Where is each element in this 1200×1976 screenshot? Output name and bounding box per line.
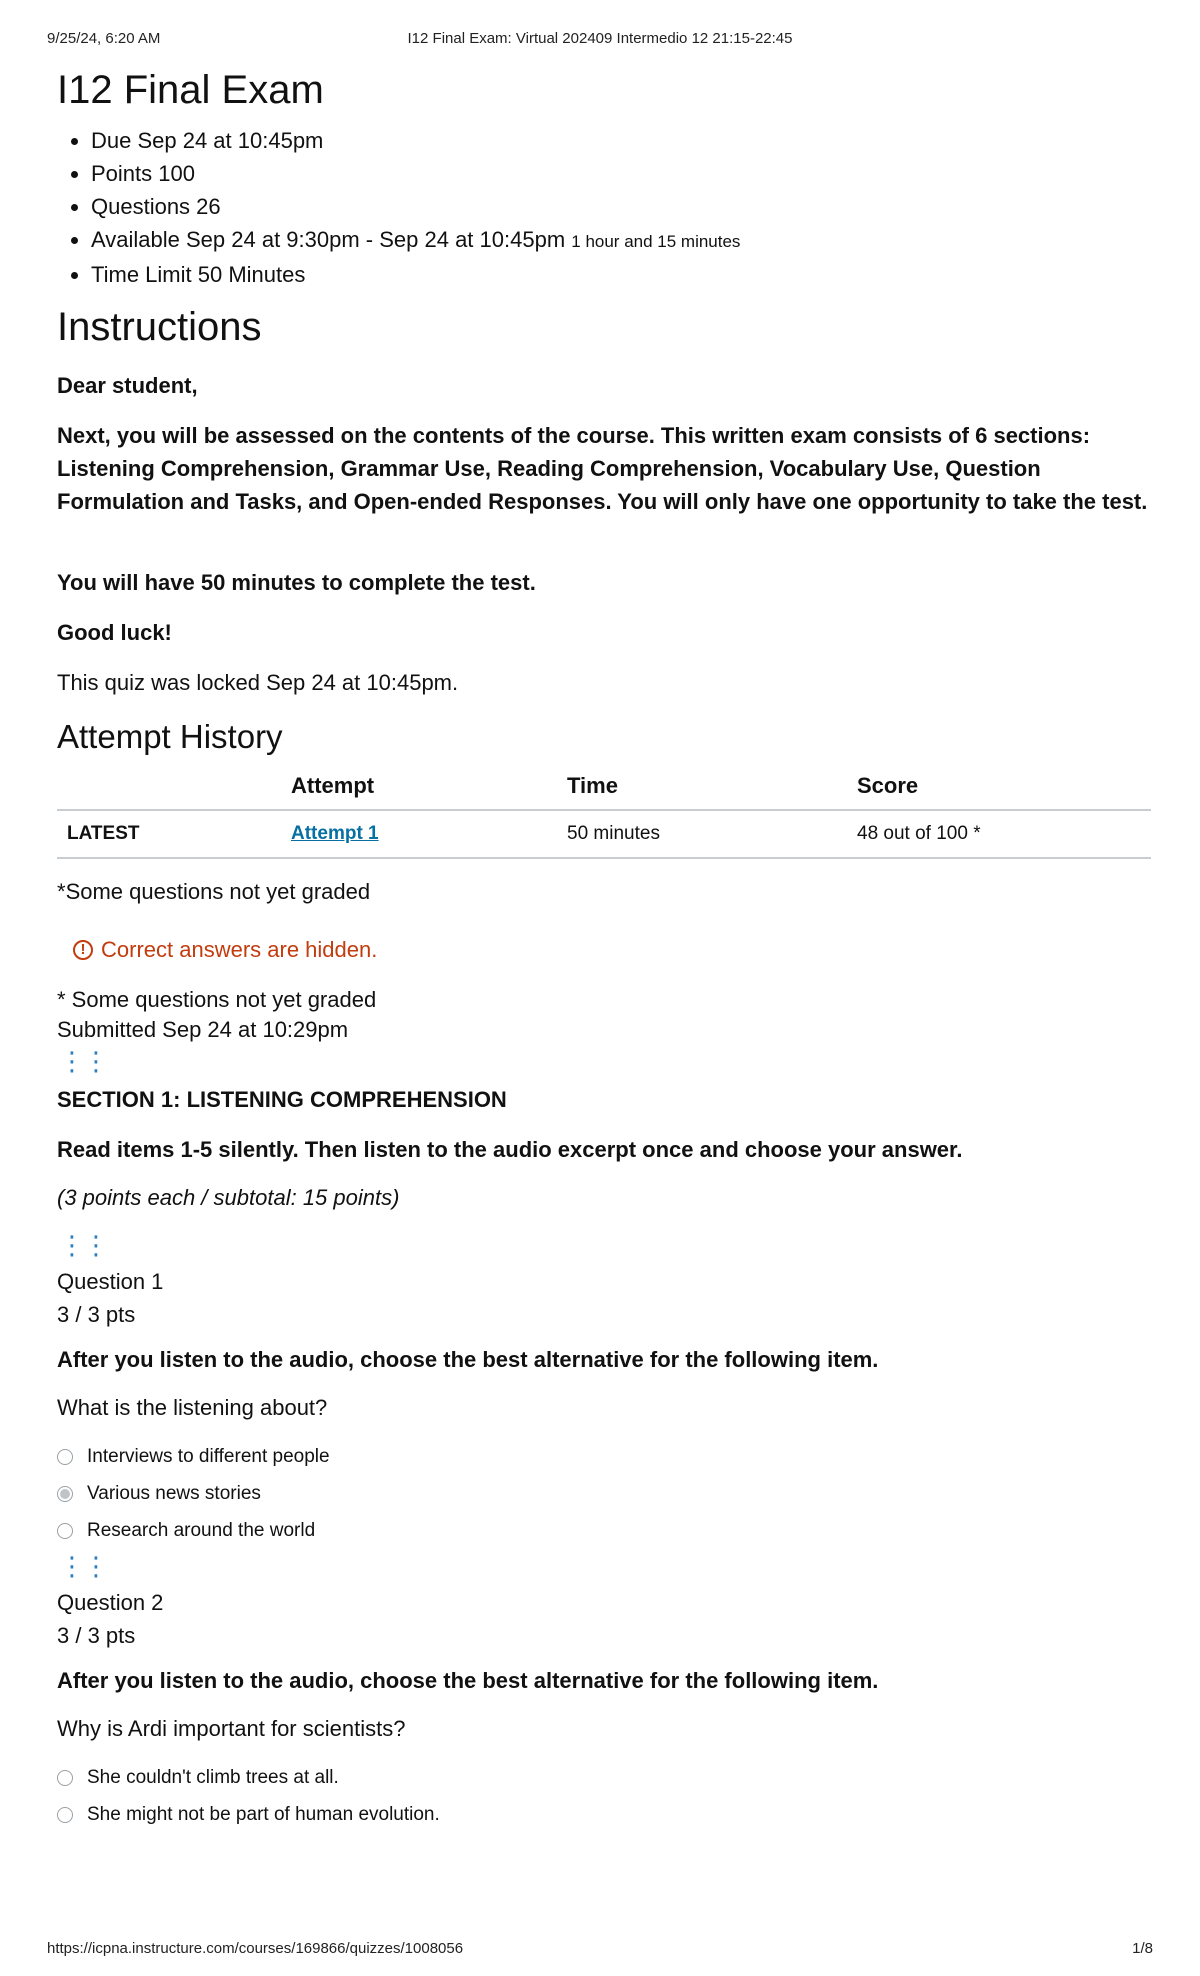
- quiz-details: [57, 124, 1151, 291]
- radio-button[interactable]: [57, 1807, 73, 1823]
- attempt-cell: [281, 810, 557, 858]
- detail-available-range: Available Sep 24 at 9:30pm - Sep 24 at 10:45pm: [91, 227, 566, 252]
- attempt-history-table: [57, 773, 1151, 859]
- question-2-label: Question 2: [57, 1589, 164, 1615]
- question-2-stem: After you listen to the audio, choose the best alternative for the following item.: [57, 1667, 879, 1693]
- question-1-label: Question 1: [57, 1268, 164, 1294]
- print-page-number: 1/8: [1132, 1940, 1153, 1957]
- instructions-greeting: Dear student,: [57, 373, 198, 398]
- detail-questions: • Questions 26: [91, 190, 1151, 223]
- attempt-status: LATEST: [57, 810, 281, 858]
- detail-time-limit: • Time Limit 50 Minutes: [91, 258, 1151, 291]
- col-status: [57, 773, 281, 810]
- answers-hidden-alert: [73, 937, 1151, 963]
- attempt-time: 50 minutes: [557, 810, 847, 858]
- quiz-locked-note: This quiz was locked Sep 24 at 10:45pm.: [57, 670, 459, 695]
- question-1-score: 3 / 3 pts: [57, 1301, 136, 1327]
- answer-text: She might not be part of human evolution.: [87, 1804, 440, 1826]
- quiz-content: [57, 66, 1151, 1836]
- col-score: Score: [847, 773, 1151, 810]
- attempt-footnote: *Some questions not yet graded: [57, 878, 371, 904]
- question-2-score: 3 / 3 pts: [57, 1622, 136, 1648]
- instructions-time-note: You will have 50 minutes to complete the test.: [57, 570, 536, 595]
- col-attempt: Attempt: [281, 773, 557, 810]
- table-row: [57, 810, 1151, 858]
- detail-points: • Points 100: [91, 157, 1151, 190]
- question-1: [57, 1265, 1151, 1550]
- section-1-title: SECTION 1: LISTENING COMPREHENSION: [57, 1086, 507, 1112]
- detail-available-duration: 1 hour and 15 minutes: [571, 232, 741, 251]
- drag-handle-icon[interactable]: ⋮⋮: [59, 1229, 107, 1260]
- radio-button-selected[interactable]: [57, 1486, 73, 1502]
- drag-handle-icon[interactable]: ⋮⋮: [59, 1045, 107, 1076]
- table-header-row: [57, 773, 1151, 810]
- answer-option[interactable]: [57, 1476, 1151, 1513]
- section-1-instruction: Read items 1-5 silently. Then listen to the audio excerpt once and choose your answer.: [57, 1136, 963, 1162]
- attempt-score: 48 out of 100 *: [847, 810, 1151, 858]
- attempt-1-link[interactable]: Attempt 1: [291, 822, 379, 844]
- print-page-title: I12 Final Exam: Virtual 202409 Intermedio 12 21:15-22:45: [407, 30, 793, 47]
- radio-button[interactable]: [57, 1449, 73, 1465]
- question-1-stem: After you listen to the audio, choose the best alternative for the following item.: [57, 1346, 879, 1372]
- answer-text: Interviews to different people: [87, 1446, 330, 1468]
- question-1-answers: [57, 1439, 1151, 1550]
- print-date: 9/25/24, 6:20 AM: [47, 30, 161, 47]
- instructions-body: [57, 369, 1151, 699]
- answer-text: She couldn't climb trees at all.: [87, 1767, 339, 1789]
- submitted-note: Submitted Sep 24 at 10:29pm: [57, 1016, 349, 1042]
- detail-due: • Due Sep 24 at 10:45pm: [91, 124, 1151, 157]
- attempt-footnote-text: Some questions not yet graded: [65, 878, 371, 904]
- instructions-text: Next, you will be assessed on the contents of the course. This written exam consists of 6 sections: Listening Comprehension, Grammar Use, Reading Comprehension, Vocabulary Use, Question Formulation and Tasks, and Open-ended Responses. You will only have one opportunity to take the test.: [57, 423, 1148, 514]
- not-graded-note: * Some questions not yet graded: [57, 986, 377, 1012]
- instructions-good-luck: Good luck!: [57, 620, 172, 645]
- detail-available: [91, 223, 1151, 258]
- answers-hidden-text: Correct answers are hidden.: [101, 936, 378, 962]
- answer-option[interactable]: [57, 1760, 1151, 1797]
- answer-option[interactable]: [57, 1439, 1151, 1476]
- print-header: [47, 30, 1153, 50]
- question-2: [57, 1586, 1151, 1834]
- radio-button[interactable]: [57, 1770, 73, 1786]
- print-url: https://icpna.instructure.com/courses/169866/quizzes/1008056: [47, 1940, 464, 1957]
- question-1-prompt: What is the listening about?: [57, 1394, 328, 1420]
- warning-icon: !: [73, 940, 93, 960]
- question-2-answers: [57, 1760, 1151, 1834]
- quiz-title: I12 Final Exam: [57, 68, 324, 112]
- attempt-history-heading: Attempt History: [57, 718, 283, 755]
- answer-text: Various news stories: [87, 1483, 261, 1505]
- section-1-points-note: (3 points each / subtotal: 15 points): [57, 1184, 400, 1210]
- answer-text: Research around the world: [87, 1520, 316, 1542]
- radio-button[interactable]: [57, 1523, 73, 1539]
- answer-option[interactable]: [57, 1513, 1151, 1550]
- instructions-heading: Instructions: [57, 305, 262, 349]
- drag-handle-icon[interactable]: ⋮⋮: [59, 1550, 107, 1581]
- answer-option[interactable]: [57, 1797, 1151, 1834]
- col-time: Time: [557, 773, 847, 810]
- question-2-prompt: Why is Ardi important for scientists?: [57, 1715, 406, 1741]
